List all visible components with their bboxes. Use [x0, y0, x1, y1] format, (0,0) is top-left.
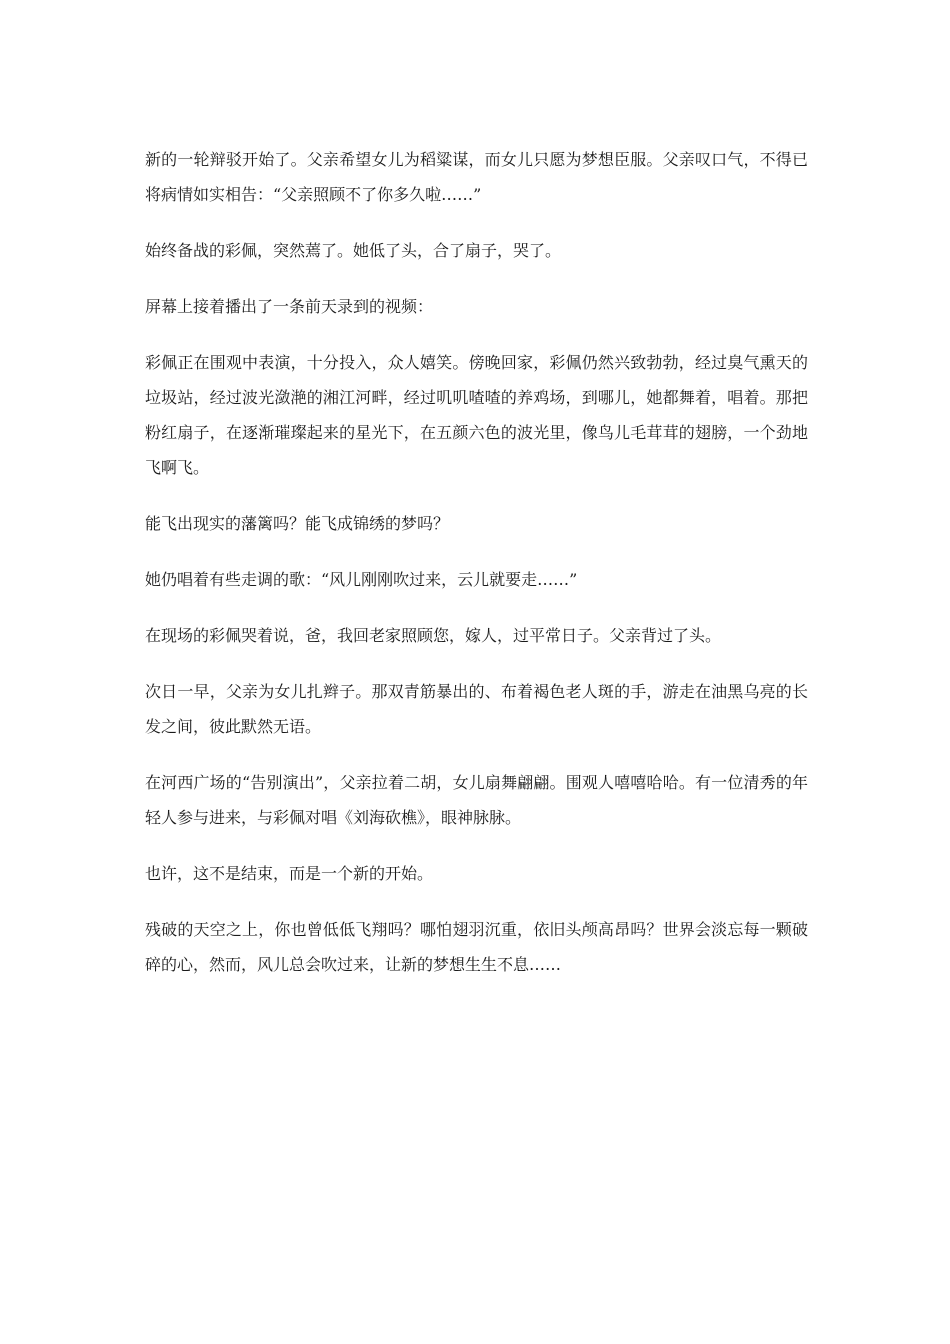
- paragraph-10: 也许，这不是结束，而是一个新的开始。: [145, 864, 434, 883]
- paragraph-1: 新的一轮辩驳开始了。父亲希望女儿为稻粱谋，而女儿只愿为梦想臣服。父亲叹口气，不得已将病情如实相告：“父亲照顾不了你多久啦……”: [145, 150, 808, 204]
- paragraph-9: 在河西广场的“告别演出”，父亲拉着二胡，女儿扇舞翩翩。围观人嘻嘻哈哈。有一位清秀的年轻人参与进来，与彩佩对唱《刘海砍樵》，眼神脉脉。: [145, 773, 808, 827]
- paragraph-2: 始终备战的彩佩，突然蔫了。她低了头，合了扇子，哭了。: [145, 241, 562, 260]
- paragraph-11: 残破的天空之上，你也曾低低飞翔吗？哪怕翅羽沉重，依旧头颅高昂吗？世界会淡忘每一颗破碎的心，然而，风儿总会吹过来，让新的梦想生生不息……: [145, 920, 808, 974]
- paragraph-7: 在现场的彩佩哭着说，爸，我回老家照顾您，嫁人，过平常日子。父亲背过了头。: [145, 626, 722, 645]
- paragraph-5: 能飞出现实的藩篱吗？能飞成锦绣的梦吗？: [145, 514, 450, 533]
- paragraph-4: 彩佩正在围观中表演，十分投入，众人嬉笑。傍晚回家，彩佩仍然兴致勃勃，经过臭气熏天的垃圾站，经过波光潋滟的湘江河畔，经过叽叽喳喳的养鸡场，到哪儿，她都舞着，唱着。那把粉红扇子，在逐渐璀璨起来的星光下，在五颜六色的波光里，像鸟儿毛茸茸的翅膀，一个劲地飞啊飞。: [145, 353, 808, 477]
- document-body: [145, 142, 808, 1003]
- paragraph-3: 屏幕上接着播出了一条前天录到的视频：: [145, 297, 434, 316]
- paragraph-8: 次日一早，父亲为女儿扎辫子。那双青筋暴出的、布着褐色老人斑的手，游走在油黑乌亮的长发之间，彼此默然无语。: [145, 682, 808, 736]
- paragraph-6: 她仍唱着有些走调的歌：“风儿刚刚吹过来，云儿就要走……”: [145, 570, 578, 589]
